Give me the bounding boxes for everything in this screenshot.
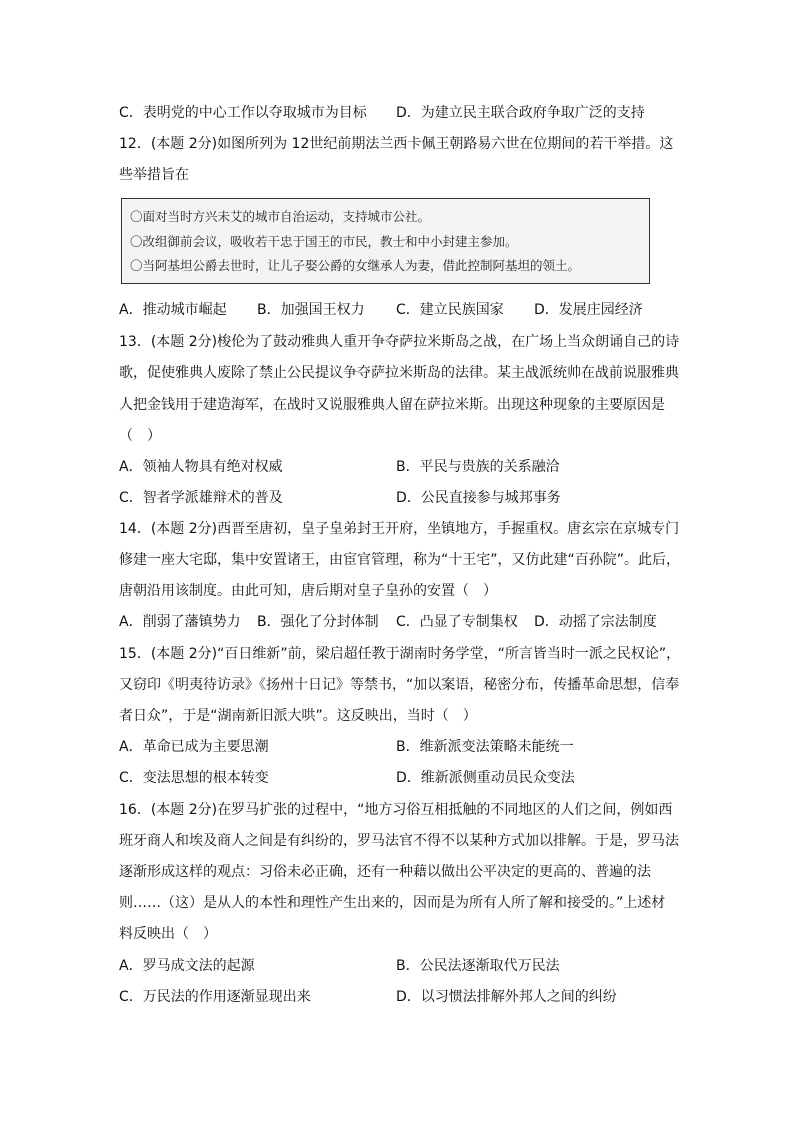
q16-stem-line-4: 则……（这）是从人的本性和理性产生出来的，因而是为所有人所了解和接受的。”上述材: [119, 895, 666, 911]
q11-option-c: C．表明党的中心工作以夺取城市为目标: [119, 105, 367, 121]
q16-option-c: C．万民法的作用逐渐显现出来: [119, 989, 311, 1005]
q16-stem-line-5: 料反映出（ ）: [119, 926, 217, 942]
q12-option-d: D．发展庄园经济: [534, 302, 643, 318]
q15-option-a: A．革命已成为主要思潮: [119, 739, 269, 755]
q12-option-c: C．建立民族国家: [396, 302, 504, 318]
q16-stem-line-1: 16．(本题 2分)在罗马扩张的过程中，“地方习俗互相抵触的不同地区的人们之间，例如西: [119, 802, 673, 818]
q16-stem-line-3: 逐渐形成这样的观点：习俗未必正确，还有一种藉以做出公平决定的更高的、普遍的法: [119, 864, 651, 880]
q13-option-b: B．平民与贵族的关系融洽: [396, 459, 560, 475]
q15-option-d: D．维新派侧重动员民众变法: [396, 770, 575, 786]
q14-stem-line-3: 唐朝沿用该制度。由此可知，唐后期对皇子皇孙的安置（ ）: [119, 583, 497, 599]
q14-stem-line-1: 14．(本题 2分)西晋至唐初，皇子皇弟封王开府，坐镇地方，手握重权。唐玄宗在京城专门: [119, 521, 680, 537]
q15-stem-line-2: 又窃印《明夷待访录》《扬州十日记》等禁书，“加以案语，秘密分布，传播革命思想，信奉: [119, 677, 680, 693]
q15-option-b: B．维新派变法策略未能统一: [396, 739, 574, 755]
q13-option-c: C．智者学派雄辩术的普及: [119, 490, 283, 506]
q12-stem-line-1: 12．(本题 2分)如图所列为 12世纪前期法兰西卡佩王朝路易六世在位期间的若干举措。这: [119, 136, 674, 152]
q11-option-d: D．为建立民主联合政府争取广泛的支持: [396, 105, 645, 121]
q12-option-a: A．推动城市崛起: [119, 302, 227, 318]
q16-option-a: A．罗马成文法的起源: [119, 958, 255, 974]
q13-stem-line-3: 人把金钱用于建造海军，在战时又说服雅典人留在萨拉米斯。出现这种现象的主要原因是: [119, 397, 665, 413]
q13-stem-line-1: 13．(本题 2分)梭伦为了鼓动雅典人重开争夺萨拉米斯岛之战，在广场上当众朗诵自己的诗: [119, 334, 680, 350]
q14-stem-line-2: 修建一座大宅邸，集中安置诸王，由宦官管理，称为“十王宅”，又仿此建“百孙院”。此后，: [119, 552, 681, 568]
q13-stem-line-4: （ ）: [119, 428, 161, 444]
q15-stem-line-1: 15．(本题 2分)“百日维新”前，梁启超任教于湖南时务学堂，“所言皆当时一派之民权论”，: [119, 646, 681, 662]
q13-stem-line-2: 歌，促使雅典人废除了禁止公民提议争夺萨拉米斯岛的法律。某主战派统帅在战前说服雅典: [119, 365, 679, 381]
q16-option-b: B．公民法逐渐取代万民法: [396, 958, 560, 974]
q16-stem-line-2: 班牙商人和埃及商人之间是有纠纷的，罗马法官不得不以某种方式加以排解。于是，罗马法: [119, 833, 679, 849]
q14-option-a: A．削弱了藩镇势力: [119, 614, 241, 630]
q14-option-d: D．动摇了宗法制度: [534, 614, 657, 630]
q15-option-c: C．变法思想的根本转变: [119, 770, 269, 786]
q15-stem-line-3: 者日众”，于是“湖南新旧派大哄”。这反映出，当时（ ）: [119, 708, 477, 724]
q12-stem-line-2: 些举措旨在: [119, 167, 189, 183]
q12-material-item-1: 〇面对当时方兴未艾的城市自治运动，支持城市公社。: [130, 209, 431, 224]
q14-option-b: B．强化了分封体制: [257, 614, 379, 630]
q13-option-a: A．领袖人物具有绝对权威: [119, 459, 283, 475]
q12-material-box: [121, 198, 650, 284]
q16-option-d: D．以习惯法排解外邦人之间的纠纷: [396, 989, 617, 1005]
q13-option-d: D．公民直接参与城邦事务: [396, 490, 561, 506]
q12-option-b: B．加强国王权力: [257, 302, 365, 318]
q14-option-c: C．凸显了专制集权: [396, 614, 518, 630]
q12-material-item-2: 〇改组御前会议，吸收若干忠于国王的市民，教士和中小封建主参加。: [130, 233, 518, 249]
q12-material-item-3: 〇当阿基坦公爵去世时，让儿子娶公爵的女继承人为妻，借此控制阿基坦的领土。: [130, 258, 581, 273]
